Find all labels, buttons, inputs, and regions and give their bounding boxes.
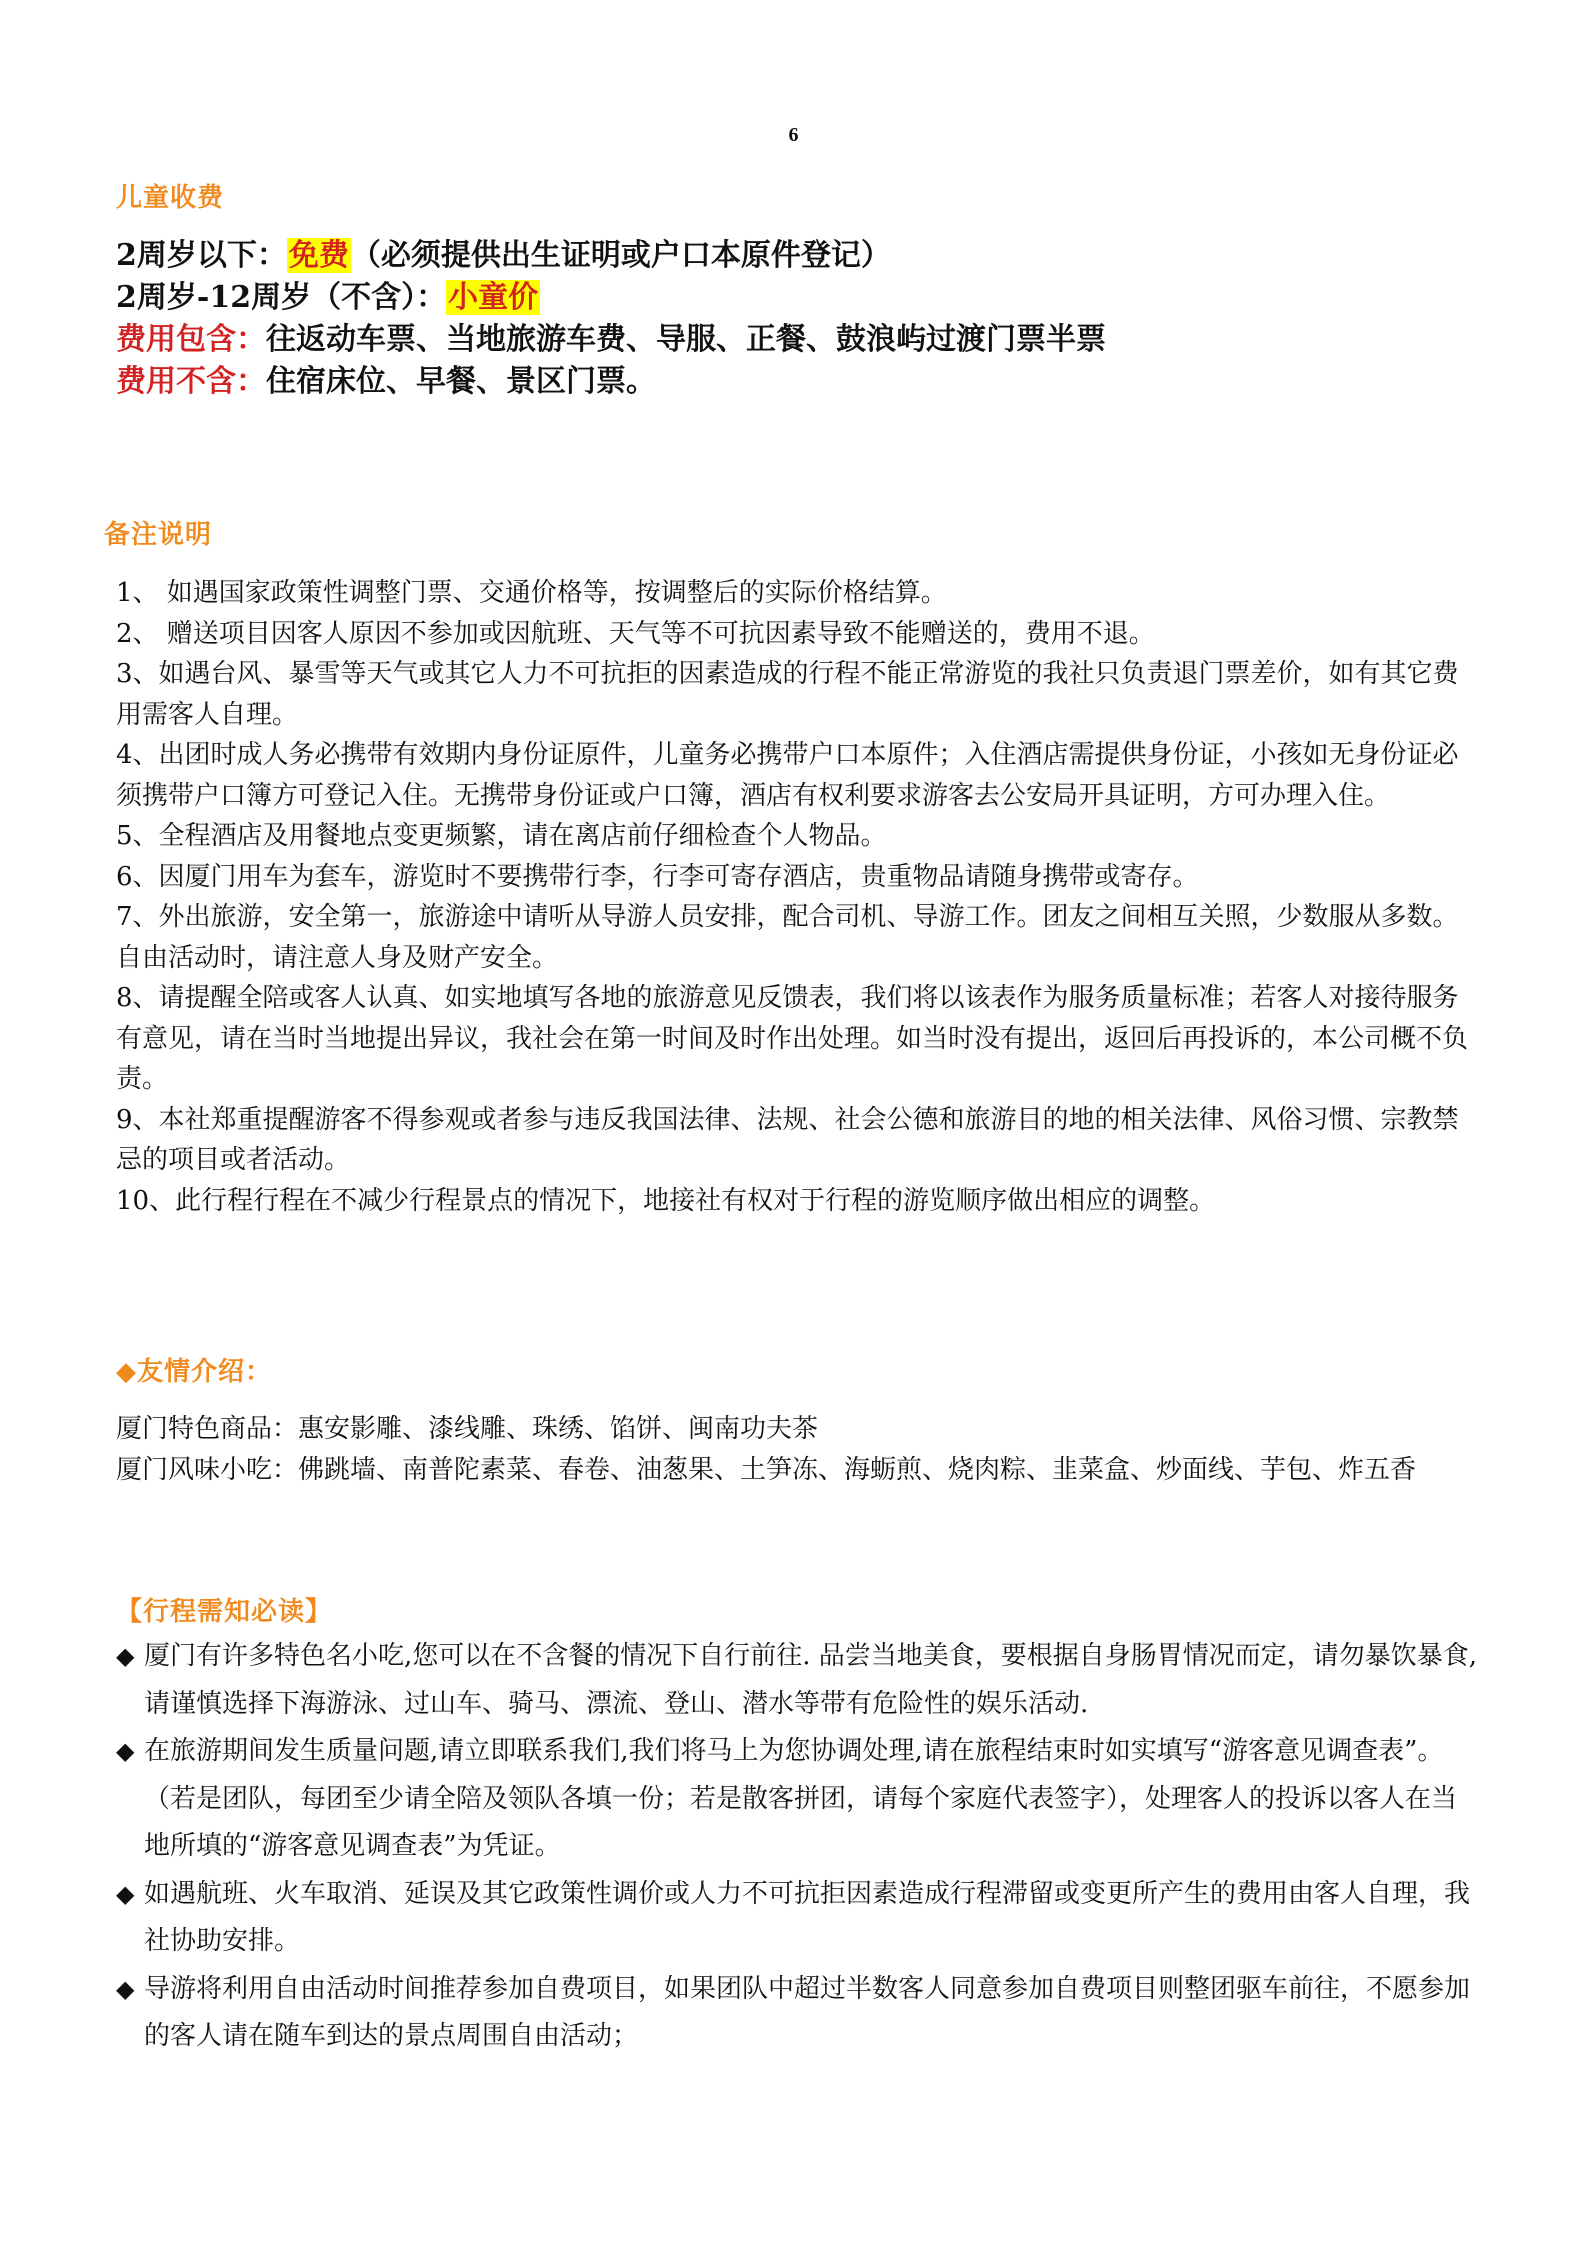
diamond-bullet-icon: ◆ xyxy=(116,1642,135,1670)
remark-item: 1、 如遇国家政策性调整门票、交通价格等，按调整后的实际价格结算。 xyxy=(116,578,947,608)
fee-prefix: 2周岁-12周岁（不含）： xyxy=(116,280,447,315)
fee-included-line xyxy=(116,320,1106,360)
notice-item-text: 导游将利用自由活动时间推荐参加自费项目，如果团队中超过半数客人同意参加自费项目则整团驱车前往，不愿参加的客人请在随车到达的景点周围自由活动； xyxy=(144,1973,1471,2051)
notice-item xyxy=(116,1728,1482,1871)
remark-item: 5、全程酒店及用餐地点变更频繁，请在离店前仔细检查个人物品。 xyxy=(116,821,887,851)
notice-item-text: 在旅游期间发生质量问题,请立即联系我们,我们将马上为您协调处理,请在旅程结束时如实填写“游客意见调查表”。（若是团队，每团至少请全陪及领队各填一份；若是散客拼团，请每个家庭代表签字），处理客人的投诉以客人在当地所填的“游客意见调查表”为凭证。 xyxy=(144,1736,1458,1861)
diamond-bullet-icon: ◆ xyxy=(116,1737,135,1765)
remarks-heading: 备注说明 xyxy=(104,520,213,550)
child-fee-line-under-2 xyxy=(116,236,891,276)
fee-suffix: （必须提供出生证明或户口本原件登记） xyxy=(350,238,891,273)
free-highlight: 免费 xyxy=(288,238,349,273)
remark-item: 10、此行程行程在不减少行程景点的情况下，地接社有权对于行程的游览顺序做出相应的调整。 xyxy=(116,1185,1216,1216)
fee-included-label: 费用包含： xyxy=(116,322,266,357)
fee-included-text: 往返动车票、当地旅游车费、导服、正餐、鼓浪屿过渡门票半票 xyxy=(266,322,1106,357)
remark-item: 6、因厦门用车为套车，游览时不要携带行李，行李可寄存酒店，贵重物品请随身携带或寄存。 xyxy=(116,861,1199,892)
intro-line-products: 厦门特色商品：惠安影雕、漆线雕、珠绣、馅饼、闽南功夫茶 xyxy=(116,1414,819,1444)
remark-item: 7、外出旅游，安全第一，旅游途中请听从导游人员安排，配合司机、导游工作。团友之间相互关照，少数服从多数。自由活动时，请注意人身及财产安全。 xyxy=(116,902,1459,973)
notice-item xyxy=(116,1966,1482,2061)
intro-list xyxy=(116,1409,1482,1490)
child-price-highlight: 小童价 xyxy=(448,280,539,315)
notice-item-text: 如遇航班、火车取消、延误及其它政策性调价或人力不可抗拒因素造成行程滞留或变更所产生的费用由客人自理，我社协助安排。 xyxy=(144,1878,1471,1956)
remark-item: 4、出团时成人务必携带有效期内身份证原件，儿童务必携带户口本原件；入住酒店需提供身份证，小孩如无身份证必须携带户口簿方可登记入住。无携带身份证或户口簿，酒店有权利要求游客去公安局开具证明，方可办理入住。 xyxy=(116,740,1459,811)
notice-item xyxy=(116,1871,1482,1966)
intro-line-snacks: 厦门风味小吃：佛跳墙、南普陀素菜、春卷、油葱果、土笋冻、海蛎煎、烧肉粽、韭菜盒、炒面线、芋包、炸五香 xyxy=(116,1454,1417,1485)
page-number: 6 xyxy=(788,124,799,146)
intro-heading: ◆友情介绍： xyxy=(116,1357,272,1387)
remark-item: 8、请提醒全陪或客人认真、如实地填写各地的旅游意见反馈表，我们将以该表作为服务质量标准；若客人对接待服务有意见，请在当时当地提出异议，我社会在第一时间及时作出处理。如当时没有提出，返回后再投诉的，本公司概不负责。 xyxy=(116,983,1469,1094)
remark-item: 3、如遇台风、暴雪等天气或其它人力不可抗拒的因素造成的行程不能正常游览的我社只负责退门票差价，如有其它费用需客人自理。 xyxy=(116,659,1459,730)
child-fee-heading: 儿童收费 xyxy=(116,183,225,213)
diamond-bullet-icon: ◆ xyxy=(116,1879,135,1908)
notice-item xyxy=(116,1633,1482,1728)
fee-prefix: 2周岁以下： xyxy=(116,238,287,273)
fee-excluded-line xyxy=(116,362,656,402)
remark-item: 9、本社郑重提醒游客不得参观或者参与违反我国法律、法规、社会公德和旅游目的地的相关法律、风俗习惯、宗教禁忌的项目或者活动。 xyxy=(116,1104,1459,1175)
diamond-bullet-icon: ◆ xyxy=(116,1974,135,2003)
notice-list xyxy=(116,1633,1482,2061)
child-fee-line-2-to-12 xyxy=(116,278,540,318)
remark-item: 2、 赠送项目因客人原因不参加或因航班、天气等不可抗因素导致不能赠送的，费用不退。 xyxy=(116,618,1155,649)
notice-heading: 【行程需知必读】 xyxy=(116,1597,333,1627)
fee-excluded-text: 住宿床位、早餐、景区门票。 xyxy=(266,364,656,399)
notice-item-text: 厦门有许多特色名小吃,您可以在不含餐的情况下自行前往. 品尝当地美食，要根据自身肠胃情况而定，请勿暴饮暴食,请谨慎选择下海游泳、过山车、骑马、漂流、登山、潜水等带有危险性的娱乐活动. xyxy=(144,1641,1478,1719)
fee-excluded-label: 费用不含： xyxy=(116,364,266,399)
remarks-list xyxy=(116,573,1482,1221)
